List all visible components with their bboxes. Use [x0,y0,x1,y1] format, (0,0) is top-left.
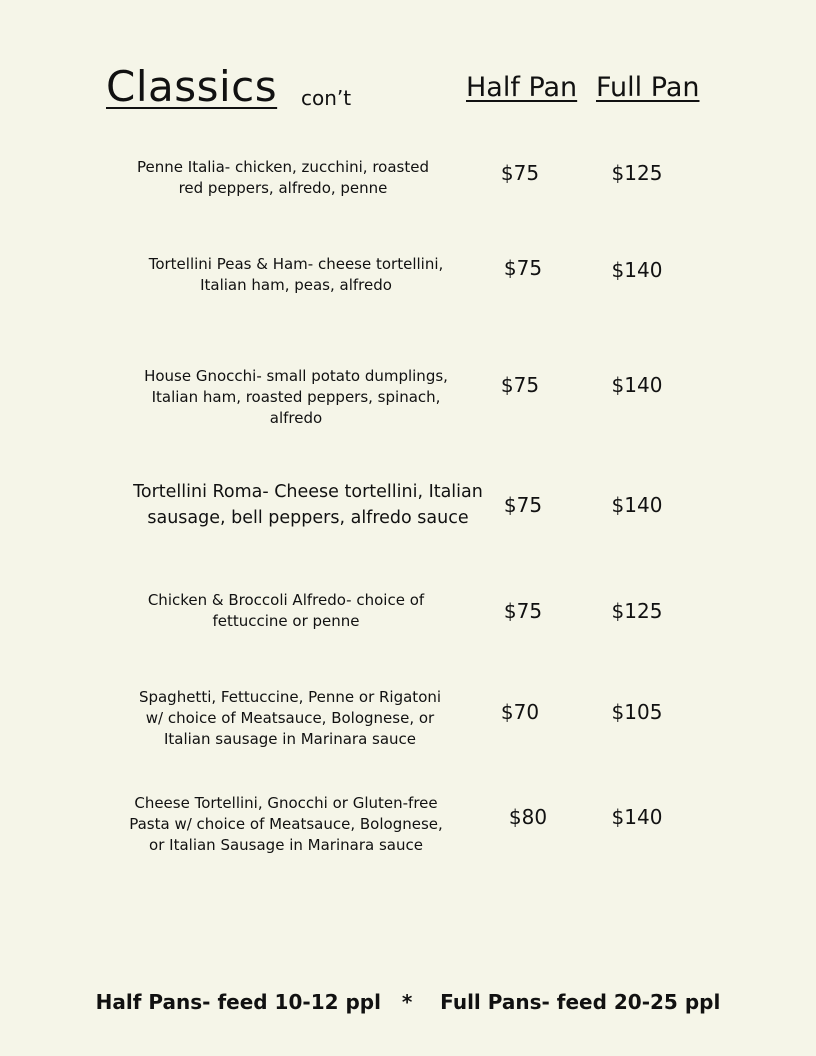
menu-item-description [149,254,444,296]
half-pan-price: $75 [503,493,543,517]
menu-item-line: Tortellini Peas & Ham- cheese tortellini, [148,255,444,273]
menu-item-line: or Italian Sausage in Marinara sauce [149,836,423,854]
full-pan-header: Full Pan [596,72,700,103]
menu-item-description [129,793,443,856]
menu-item-description [133,479,483,531]
serving-size-footer: Half Pans- feed 10-12 ppl * Full Pans- feed 20-25 ppl [95,990,721,1014]
menu-item-line: w/ choice of Meatsauce, Bolognese, or [145,709,435,727]
menu-item-line: House Gnocchi- small potato dumplings, [144,367,448,385]
full-pan-price: $140 [611,373,663,397]
menu-item-description [148,590,424,632]
menu-item-line: Pasta w/ choice of Meatsauce, Bolognese, [129,815,443,833]
page-subtitle: con’t [301,86,352,110]
menu-item-line: red peppers, alfredo, penne [178,179,388,197]
menu-item-line: sausage, bell peppers, alfredo sauce [147,508,469,528]
page-title: Classics [106,62,278,111]
half-pan-price: $70 [500,700,540,724]
half-pan-price: $75 [500,373,540,397]
full-pan-price: $105 [611,700,663,724]
full-pan-price: $140 [611,805,663,829]
half-pan-price: $75 [503,599,543,623]
menu-item-line: fettuccine or penne [212,612,360,630]
half-pan-header: Half Pan [466,72,578,103]
menu-item-description [137,157,429,199]
full-pan-price: $140 [611,493,663,517]
half-pan-price: $75 [503,256,543,280]
menu-item-line: alfredo [269,409,323,427]
menu-item-description [144,366,448,429]
menu-item-line: Chicken & Broccoli Alfredo- choice of [147,591,425,609]
full-pan-price: $125 [611,599,663,623]
menu-item-line: Penne Italia- chicken, zucchini, roasted [137,158,429,176]
menu-item-line: Italian ham, peas, alfredo [200,276,392,294]
half-pan-price: $75 [500,161,540,185]
menu-item-line: Spaghetti, Fettuccine, Penne or Rigatoni [138,688,442,706]
menu-item-line: Italian sausage in Marinara sauce [163,730,417,748]
menu-item-line: Tortellini Roma- Cheese tortellini, Italian [133,482,483,502]
menu-item-line: Cheese Tortellini, Gnocchi or Gluten-free [134,794,438,812]
menu-item-line: Italian ham, roasted peppers, spinach, [151,388,441,406]
full-pan-price: $125 [611,161,663,185]
full-pan-price: $140 [611,258,663,282]
menu-item-description [139,687,441,750]
half-pan-price: $80 [508,805,548,829]
